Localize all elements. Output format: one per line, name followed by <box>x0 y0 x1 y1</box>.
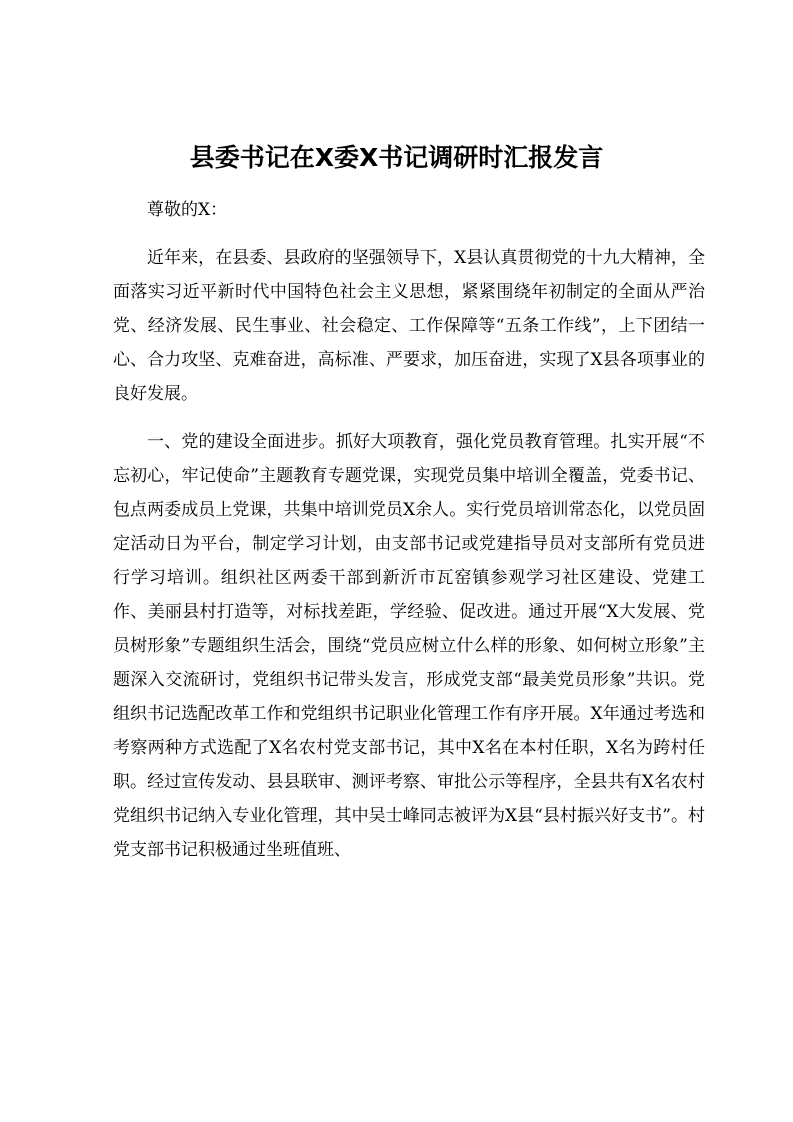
paragraph-party-building: 一、党的建设全面进步。抓好大项教育，强化党员教育管理。扎实开展“不忘初心，牢记使命”主题教育专题党课，实现党员集中培训全覆盖，党委书记、包点两委成员上党课，共集中培训党员X余人。实行党员培训常态化，以党员固定活动日为平台，制定学习计划，由支部书记或党建指导员对支部所有党员进行学习培训。组织社区两委干部到新沂市瓦窑镇参观学习社区建设、党建工作、美丽县村打造等，对标找差距，学经验、促改进。通过开展“X大发展、党员树形象”专题组织生活会，围绕“党员应树立什么样的形象、如何树立形象”主题深入交流研讨，党组织书记带头发言，形成党支部“最美党员形象”共识。党组织书记选配改革工作和党组织书记职业化管理工作有序开展。X年通过考选和考察两种方式选配了X名农村党支部书记，其中X名在本村任职，X名为跨村任职。经过宣传发动、县县联审、测评考察、审批公示等程序，全县共有X名农村党组织书记纳入专业化管理，其中吴士峰同志被评为X县“县村振兴好支书”。村党支部书记积极通过坐班值班、 <box>113 432 705 860</box>
salutation: 尊敬的X： <box>147 200 228 220</box>
paragraph-intro: 近年来，在县委、县政府的坚强领导下，X县认真贯彻党的十九大精神，全面落实习近平新时代中国特色社会主义思想，紧紧围绕年初制定的全面从严治党、经济发展、民生事业、社会稳定、工作保障等“五条工作线”，上下团结一心、合力攻坚、克难奋进，高标准、严要求，加压奋进，实现了X县各项事业的良好发展。 <box>113 248 705 404</box>
document-body <box>113 193 705 867</box>
document-title: 县委书记在X委X书记调研时汇报发言 <box>189 143 604 172</box>
